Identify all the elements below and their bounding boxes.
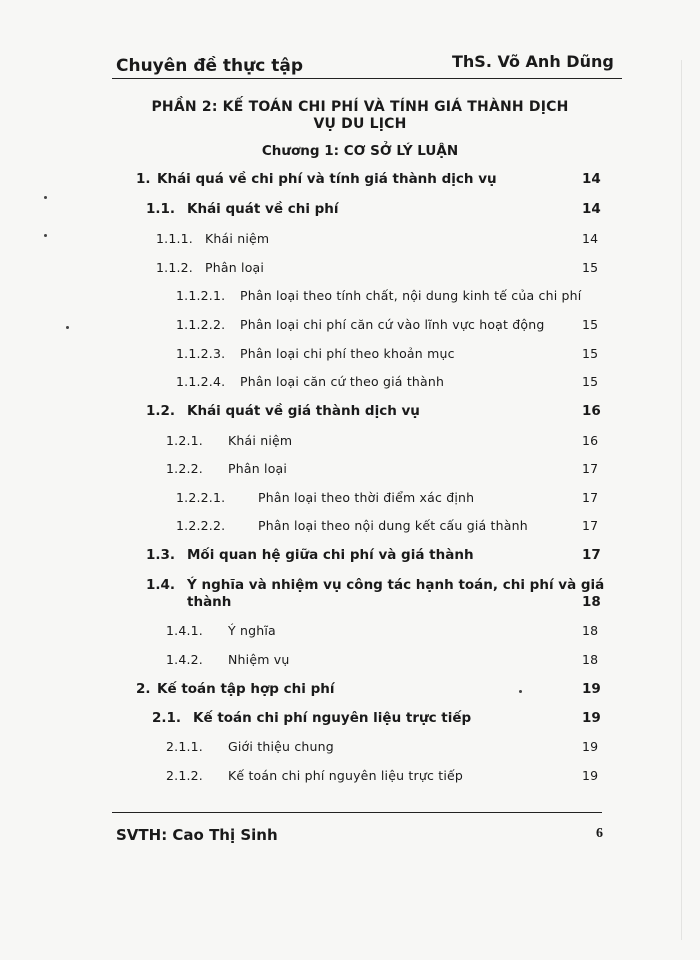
toc-label: Phân loại theo tính chất, nội dung kinh tế của chi phí [240,288,582,303]
toc-label: Phân loại [205,260,265,275]
scan-speck [66,326,69,329]
toc-number: 2.1.2. [166,768,203,783]
toc-number: 1.1.2.1. [176,288,226,303]
toc-label: Kế toán tập hợp chi phí [157,681,335,697]
scan-edge [681,60,682,940]
toc-label: Phân loại chi phí theo khoản mục [240,346,455,361]
toc-page: 19 [582,681,601,697]
toc-label: Ý nghĩa và nhiệm vụ công tác hạnh toán, chi phí và giá [187,577,605,593]
toc-label: Kế toán chi phí nguyên liệu trực tiếp [228,768,464,783]
toc-page: 15 [582,317,599,332]
toc-page: 19 [582,710,601,726]
toc-page: 16 [582,433,599,448]
toc-page: 17 [582,490,599,505]
footer-author: SVTH: Cao Thị Sinh [116,826,278,844]
chapter-title: Chương 1: CƠ SỞ LÝ LUẬN [261,143,459,159]
toc-label: Phân loại chi phí căn cứ vào lĩnh vực hoạt động [240,317,545,332]
page-number: 6 [596,826,603,841]
toc-number: 1.2. [146,403,176,419]
toc-label: Khái niệm [228,433,293,448]
toc-label: Phân loại theo thời điểm xác định [258,490,475,505]
toc-number: 2.1.1. [166,739,203,754]
toc-number: 1.3. [146,547,176,563]
toc-number: 1.2.2.2. [176,518,226,533]
header-right: ThS. Võ Anh Dũng [452,52,614,71]
toc-page: 17 [582,518,599,533]
toc-number: 2.1. [152,710,182,726]
toc-label: Phân loại theo nội dung kết cấu giá thành [258,518,528,533]
toc-label: Mối quan hệ giữa chi phí và giá thành [187,547,474,563]
header-left: Chuyên đề thực tập [116,56,304,76]
scan-speck [519,690,522,693]
toc-number: 1.4.1. [166,623,203,638]
toc-number: 1.1.2. [156,260,193,275]
toc-number: 1.2.2.1. [176,490,226,505]
toc-page: 17 [582,461,599,476]
toc-page: 15 [582,346,599,361]
toc-label: Phân loại căn cứ theo giá thành [240,374,445,389]
toc-page: 15 [582,260,599,275]
toc-number: 1.1. [146,201,176,217]
toc-label-continued: thành [187,594,232,610]
toc-page: 17 [582,547,601,563]
toc-page: 18 [582,652,599,667]
toc-page: 18 [582,594,601,610]
toc-page: 14 [582,171,601,187]
footer-rule [112,812,602,813]
toc-number: 1.1.2.2. [176,317,226,332]
toc-number: 1.1.2.3. [176,346,226,361]
toc-number: 1.1.2.4. [176,374,226,389]
toc-label: Kế toán chi phí nguyên liệu trực tiếp [193,710,472,726]
toc-label: Khái quát về giá thành dịch vụ [187,403,420,419]
toc-number: 1.1.1. [156,231,193,246]
scan-speck [44,234,47,237]
toc-label: Nhiệm vụ [228,652,290,667]
toc-label: Giới thiệu chung [228,739,334,754]
toc-label: Khái niệm [205,231,270,246]
toc-page: 18 [582,623,599,638]
toc-number: 1.4.2. [166,652,203,667]
toc-page: 14 [582,231,599,246]
toc-page: 15 [582,374,599,389]
header-rule [112,78,622,79]
toc-page: 14 [582,201,601,217]
toc-page: 19 [582,739,599,754]
toc-label: Phân loại [228,461,288,476]
scan-speck [44,196,47,199]
toc-number: 1.2.2. [166,461,203,476]
toc-number: 1. [136,171,151,187]
toc-label: Khái quát về chi phí [187,201,339,217]
part-title: PHẦN 2: KẾ TOÁN CHI PHÍ VÀ TÍNH GIÁ THÀNH DỊCH VỤ DU LỊCH [151,99,569,132]
toc-label: Ý nghĩa [228,623,276,638]
toc-page: 19 [582,768,599,783]
toc-page: 16 [582,403,601,419]
toc-number: 1.2.1. [166,433,203,448]
toc-number: 1.4. [146,577,176,593]
toc-number: 2. [136,681,151,697]
toc-label: Khái quá về chi phí và tính giá thành dịch vụ [157,171,497,187]
